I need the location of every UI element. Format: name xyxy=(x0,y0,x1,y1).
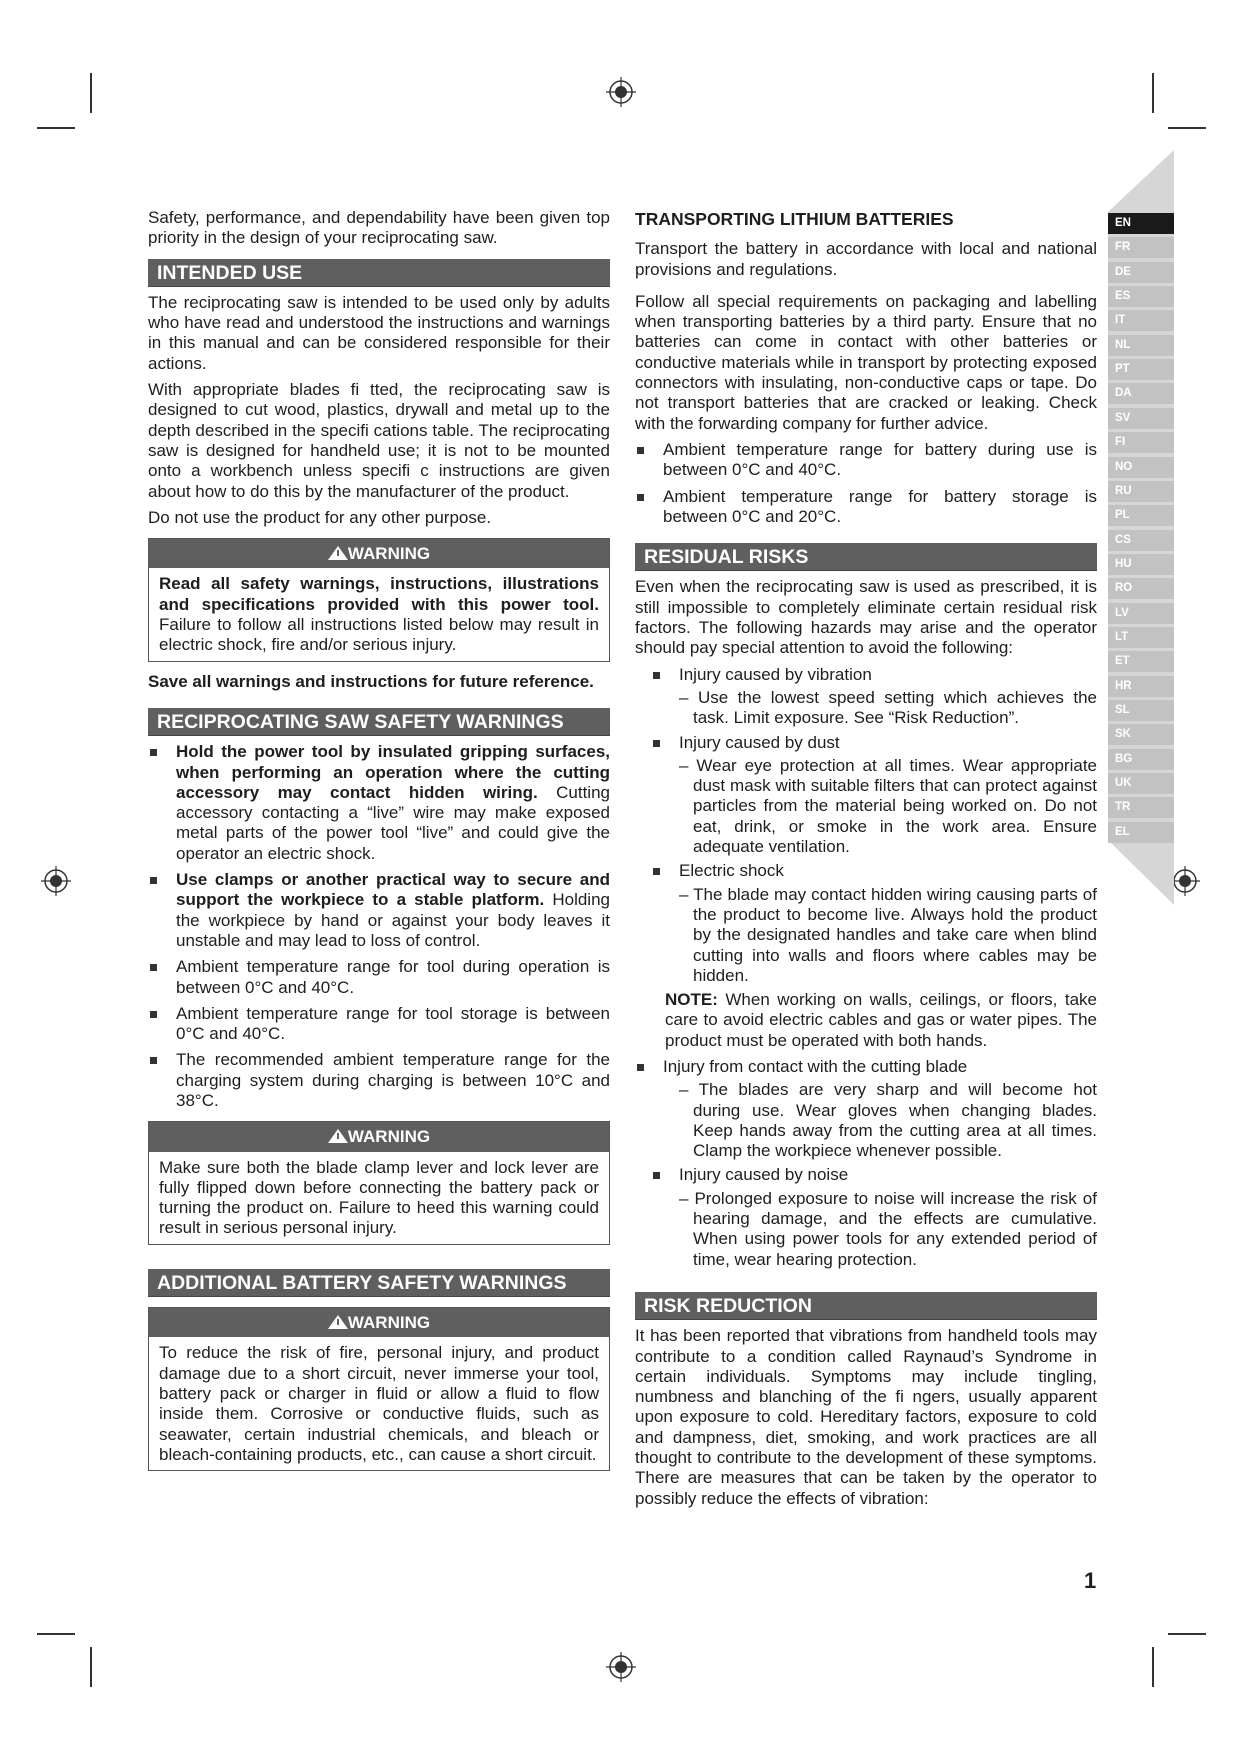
recip-warning-list xyxy=(148,742,610,1111)
warning-triangle-icon xyxy=(328,1129,348,1143)
warning-box xyxy=(148,538,610,661)
language-tab-it[interactable]: IT xyxy=(1108,310,1174,331)
recip-heading: RECIPROCATING SAW SAFETY WARNINGS xyxy=(148,708,610,736)
language-tab-el[interactable]: EL xyxy=(1108,822,1174,843)
crop-mark xyxy=(37,1633,75,1635)
warning-text: Failure to follow all instructions listed below may result in electric shock, fire and/or serious injury. xyxy=(159,615,599,655)
list-item: Injury caused by noise xyxy=(651,1165,1097,1185)
language-tab-ro[interactable]: RO xyxy=(1108,578,1174,599)
warning-label: WARNING xyxy=(347,1127,431,1147)
warning-header xyxy=(149,539,609,568)
language-tab-pl[interactable]: PL xyxy=(1108,505,1174,526)
sub-item: – The blades are very sharp and will become hot during use. Wear gloves when changing blades. Keep hands away from the cutting area at all times. Clamp the workpiece whenever possible. xyxy=(679,1080,1097,1161)
warning-header xyxy=(149,1308,609,1337)
transport-p2: Follow all special requirements on packaging and labelling when transporting batteries by a third party. Ensure that no batteries can come in contact with other batteries or conductive materials while in transport by protecting exposed connectors with insulating, non-conductive caps or tape. Do not transport batteries that are cracked or leaking. Check with the forwarding company for further advice. xyxy=(635,291,1097,433)
list-item: Use clamps or another practical way to secure and support the workpiece to a stable platform. Holding the workpiece by hand or against your body leaves it unstable and may lead to loss of control. xyxy=(148,870,610,951)
registration-mark-icon xyxy=(606,1652,636,1682)
intended-use-p2: With appropriate blades fi tted, the reciprocating saw is designed to cut wood, plastics, drywall and metal up to the depth described in the specifi cations table. The reciprocating saw is designed for handheld use; it is not to be mounted onto a workbench unless specifi c instructions are given about how to do this by the manufacturer of the product. xyxy=(148,380,610,501)
battery-heading: ADDITIONAL BATTERY SAFETY WARNINGS xyxy=(148,1269,610,1297)
page-number: 1 xyxy=(1084,1568,1097,1593)
list-item: Injury caused by dust xyxy=(651,733,1097,753)
warning-box xyxy=(148,1307,610,1471)
right-column xyxy=(635,208,1097,1515)
registration-mark-icon xyxy=(606,77,636,107)
language-tab-fr[interactable]: FR xyxy=(1108,237,1174,258)
residual-intro: Even when the reciprocating saw is used as prescribed, it is still impossible to completely eliminate certain residual risk factors. The following hazards may arise and the operator should pay special attention to avoid the following: xyxy=(635,577,1097,658)
language-tab-ru[interactable]: RU xyxy=(1108,481,1174,502)
list-item: Ambient temperature range for tool storage is between 0°C and 40°C. xyxy=(148,1004,610,1045)
crop-mark xyxy=(1152,73,1154,113)
residual-list xyxy=(635,733,1097,753)
warning-triangle-icon xyxy=(328,546,348,560)
language-tab-sl[interactable]: SL xyxy=(1108,700,1174,721)
save-note: Save all warnings and instructions for future reference. xyxy=(148,671,594,691)
list-item: Ambient temperature range for battery storage is between 0°C and 20°C. xyxy=(635,487,1097,528)
warning-triangle-icon xyxy=(328,1315,348,1329)
residual-list xyxy=(635,1165,1097,1185)
residual-list xyxy=(635,861,1097,881)
language-tab-cs[interactable]: CS xyxy=(1108,530,1174,551)
warning-body xyxy=(149,568,609,660)
warning-text: Make sure both the blade clamp lever and lock lever are fully flipped down before connecting the battery pack or turning the product on. Failure to heed this warning could result in serious personal injury. xyxy=(159,1157,599,1238)
language-tab-sk[interactable]: SK xyxy=(1108,724,1174,745)
language-tab-es[interactable]: ES xyxy=(1108,286,1174,307)
list-item: Ambient temperature range for battery during use is between 0°C and 40°C. xyxy=(635,440,1097,481)
language-tab-sv[interactable]: SV xyxy=(1108,408,1174,429)
language-tab-lt[interactable]: LT xyxy=(1108,627,1174,648)
crop-mark xyxy=(90,73,92,113)
language-tab-no[interactable]: NO xyxy=(1108,457,1174,478)
list-item: Injury from contact with the cutting blade xyxy=(635,1057,1097,1077)
risk-reduction-heading: RISK REDUCTION xyxy=(635,1292,1097,1320)
warning-box xyxy=(148,1121,610,1244)
language-tab-nl[interactable]: NL xyxy=(1108,335,1174,356)
intended-use-p3: Do not use the product for any other purpose. xyxy=(148,507,492,527)
language-tab-en[interactable]: EN xyxy=(1108,213,1174,234)
language-tab-lv[interactable]: LV xyxy=(1108,603,1174,624)
list-item: Hold the power tool by insulated gripping surfaces, when performing an operation where the cutting accessory may contact hidden wiring. Cutting accessory contacting a “live” wire may make exposed metal parts of the power tool “live” and could give the operator an electric shock. xyxy=(148,742,610,864)
crop-mark xyxy=(1168,1633,1206,1635)
warning-label: WARNING xyxy=(347,1313,431,1333)
left-column xyxy=(148,208,610,1481)
warning-body xyxy=(149,1152,609,1244)
crop-mark xyxy=(37,127,75,129)
language-tab-pt[interactable]: PT xyxy=(1108,359,1174,380)
crop-mark xyxy=(90,1647,92,1687)
list-item: Ambient temperature range for tool during operation is between 0°C and 40°C. xyxy=(148,957,610,998)
warning-header xyxy=(149,1122,609,1151)
crop-mark xyxy=(1152,1647,1154,1687)
intended-use-p1: The reciprocating saw is intended to be used only by adults who have read and understood the instructions and warnings in this manual and can be considered responsible for their actions. xyxy=(148,292,610,373)
language-tab-de[interactable]: DE xyxy=(1108,262,1174,283)
transport-list xyxy=(635,440,1097,527)
language-tab-fi[interactable]: FI xyxy=(1108,432,1174,453)
sub-item: – Prolonged exposure to noise will increase the risk of hearing damage, and the effects are cumulative. When using power tools for any extended period of time, wear hearing protection. xyxy=(679,1188,1097,1269)
warning-bold-text: Read all safety warnings, instructions, illustrations and specifications provided with this power tool. xyxy=(159,574,599,614)
residual-list xyxy=(635,1057,1097,1077)
warning-body xyxy=(149,1337,609,1470)
residual-list xyxy=(635,665,1097,685)
language-tab-da[interactable]: DA xyxy=(1108,383,1174,404)
registration-mark-icon xyxy=(41,866,71,896)
warning-text: To reduce the risk of fire, personal injury, and product damage due to a short circuit, never immerse your tool, battery pack or charger in fluid or allow a fluid to flow inside them. Corrosive or conductive fluids, such as seawater, certain industrial chemicals, and bleach or bleach-containing products, etc., can cause a short circuit. xyxy=(159,1343,599,1464)
intro-paragraph: Safety, performance, and dependability have been given top priority in the design of your reciprocating saw. xyxy=(148,208,610,248)
sub-item: – Use the lowest speed setting which achieves the task. Limit exposure. See “Risk Reduction”. xyxy=(679,687,1097,728)
language-tab-hu[interactable]: HU xyxy=(1108,554,1174,575)
sub-item: – The blade may contact hidden wiring causing parts of the product to become live. Always hold the product by the designated handles and take care when blind cutting into walls and floors where cables may be hidden. xyxy=(679,884,1097,985)
warning-label: WARNING xyxy=(347,544,431,564)
intended-use-heading: INTENDED USE xyxy=(148,259,610,287)
risk-reduction-text: It has been reported that vibrations from handheld tools may contribute to a condition called Raynaud’s Syndrome in certain individuals. Symptoms may include tingling, numbness and blanching of the fi ngers, usually apparent upon exposure to cold. Hereditary factors, exposure to cold and dampness, diet, smoking, and work practices are all thought to contribute to the development of these symptoms. There are measures that can be taken by the operator to possibly reduce the effects of vibration: xyxy=(635,1326,1097,1508)
crop-mark xyxy=(1168,127,1206,129)
note: NOTE: When working on walls, ceilings, or floors, take care to avoid electric cables and gas or water pipes. The product must be operated with both hands. xyxy=(665,990,1097,1050)
language-tab-tr[interactable]: TR xyxy=(1108,797,1174,818)
language-tab-hr[interactable]: HR xyxy=(1108,676,1174,697)
list-item: Injury caused by vibration xyxy=(651,665,1097,685)
language-tab-et[interactable]: ET xyxy=(1108,651,1174,672)
list-item: The recommended ambient temperature range for the charging system during charging is between 10°C and 38°C. xyxy=(148,1050,610,1111)
list-item: Electric shock xyxy=(651,861,1097,881)
transport-p1: Transport the battery in accordance with local and national provisions and regulations. xyxy=(635,239,1097,279)
sub-item: – Wear eye protection at all times. Wear appropriate dust mask with suitable filters that can protect against particles from the material being worked on. Do not eat, drink, or smoke in the work area. Ensure adequate ventilation. xyxy=(679,755,1097,857)
residual-heading: RESIDUAL RISKS xyxy=(635,543,1097,571)
transport-heading: TRANSPORTING LITHIUM BATTERIES xyxy=(635,209,954,229)
language-tab-bg[interactable]: BG xyxy=(1108,749,1174,770)
language-tab-uk[interactable]: UK xyxy=(1108,773,1174,794)
